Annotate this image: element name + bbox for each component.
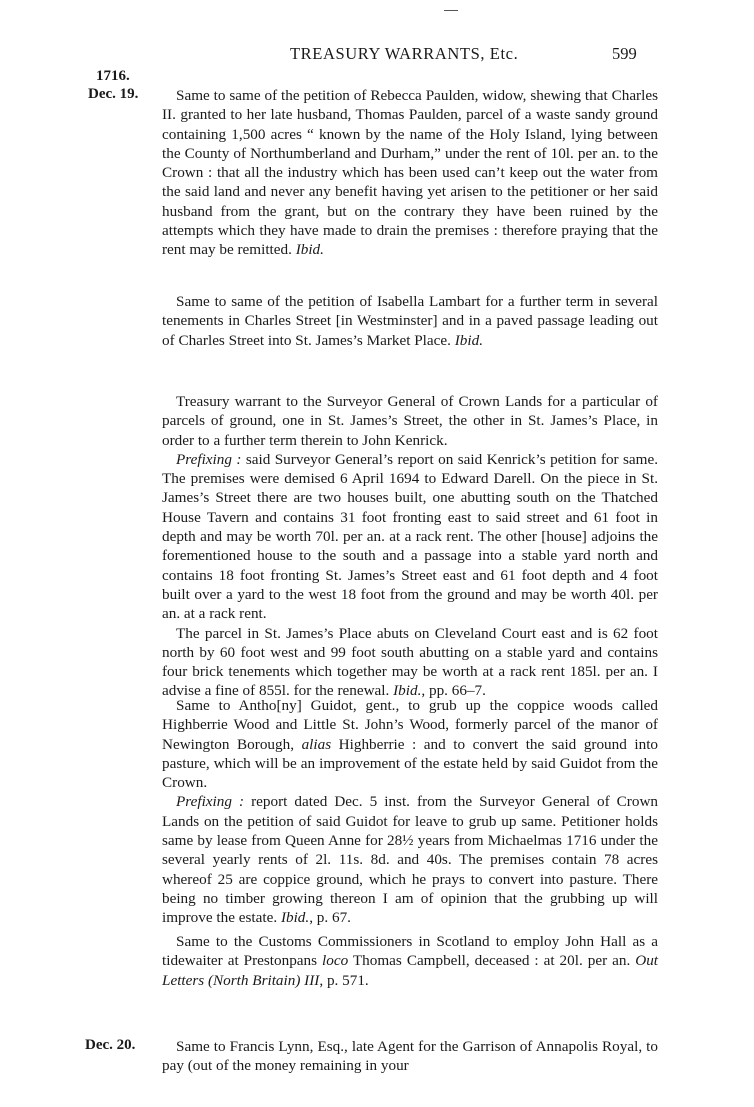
entry-paulden [162, 86, 658, 260]
entry-paragraph: Same to the Customs Commissioners in Scotland to employ John Hall as a tidewaiter at Prestonpans loco Thomas Campbell, deceased : at 20l. per an. Out Letters (North Britain) III, p. 571. [162, 933, 659, 989]
entry-paragraph: Same to same of the petition of Rebecca Paulden, widow, shewing that Charles II. granted to her late husband, Thomas Paulden, parcel of a waste sandy ground containing 1,500 acres “ known by the name of the Holy Island, lying between the County of Northumberland and Durham,” under the rent of 10l. per an. to the Crown : that all the industry which has been used can’t keep out the water from the said land and never any benefit having yet arisen to the petitioner or her said husband from the grant, but on the contrary they have been ruined by the attempts which they have made to drain the premises : therefore praying that the rent may be remitted. Ibid. [162, 87, 658, 259]
entry-paragraph: The parcel in St. James’s Place abuts on Cleveland Court east and is 62 foot north by 60 foot west and 99 foot south abutting on a stable yard and contains four brick tenements which together may be worth at a rack rent 185l. per an. I advise a fine of 855l. for the renewal. Ibid., pp. 66–7. [162, 624, 658, 700]
entry-hall [162, 932, 658, 990]
prefixing-label: Prefixing : [176, 793, 245, 811]
ibid-reference: Ibid. [295, 241, 324, 259]
running-head: TREASURY WARRANTS, Etc. [290, 44, 519, 63]
page-number: 599 [612, 44, 637, 63]
entry-lambart [162, 292, 658, 350]
prefixing-paragraph: Prefixing : said Surveyor General’s report on said Kenrick’s petition for same. The premises were demised 6 April 1694 to Edward Darell. On the piece in St. James’s Street there are two houses built, one abutting south on the Thatched House Tavern and contains 31 foot fronting east to said street and 61 foot in depth and may be worth 70l. per an. at a rack rent. The other [house] adjoins the forementioned house to the south and a passage into a stable yard north and contains 18 foot fronting St. James’s Street east and 61 foot depth and 4 foot built over a yard to the west 18 foot from the ground and may be worth 40l. per an. at a rack rent. [162, 450, 659, 623]
margin-year: 1716. [96, 68, 130, 84]
margin-date-dec-19: Dec. 19. [88, 86, 139, 102]
prefixing-label: Prefixing : [176, 450, 242, 468]
entry-paragraph: Same to Antho[ny] Guidot, gent., to grub up the coppice woods called Highberrie Wood and Little St. John’s Wood, formerly parcel of the manor of Newington Borough, alias Highberrie : and to convert the said ground into pasture, which will be an improvement of the estate held by said Guidot from the Crown. [162, 697, 659, 792]
entry-paragraph: Same to Francis Lynn, Esq., late Agent for the Garrison of Annapolis Royal, to pay (out of the money remaining in your [162, 1038, 658, 1075]
prefixing-paragraph: Prefixing : report dated Dec. 5 inst. from the Surveyor General of Crown Lands on the petition of said Guidot for leave to grub up same. Petitioner holds same by lease from Queen Anne for 28½ years from Michaelmas 1716 under the several yearly rents of 2l. 11s. 8d. and 40s. The premises contain 78 acres whereof 25 are coppice ground, which he prays to convert into pasture. There being no timber growing thereon I am of opinion that the grubbing up will improve the estate. Ibid., p. 67. [162, 793, 659, 927]
ibid-reference: Ibid. [454, 331, 483, 349]
ibid-reference: Ibid. [280, 909, 310, 927]
out-letters-reference: Out Letters (North Britain) III [162, 952, 659, 989]
entry-guidot [162, 696, 658, 928]
entry-paragraph: Treasury warrant to the Surveyor General of Crown Lands for a particular of parcels of ground, one in St. James’s Street, the other in St. James’s Place, in order to a further term therein to John Kenrick. [162, 393, 658, 449]
entry-kenrick [162, 392, 658, 701]
entry-lynn [162, 1037, 658, 1076]
entry-paragraph: Same to same of the petition of Isabella Lambart for a further term in several tenements in Charles Street [in Westminster] and in a paved passage leading out of Charles Street into St. James’s Market Place. Ibid. [162, 293, 658, 349]
ibid-reference: Ibid. [393, 682, 422, 700]
margin-date-dec-20: Dec. 20. [85, 1037, 136, 1053]
top-mark [444, 10, 458, 11]
